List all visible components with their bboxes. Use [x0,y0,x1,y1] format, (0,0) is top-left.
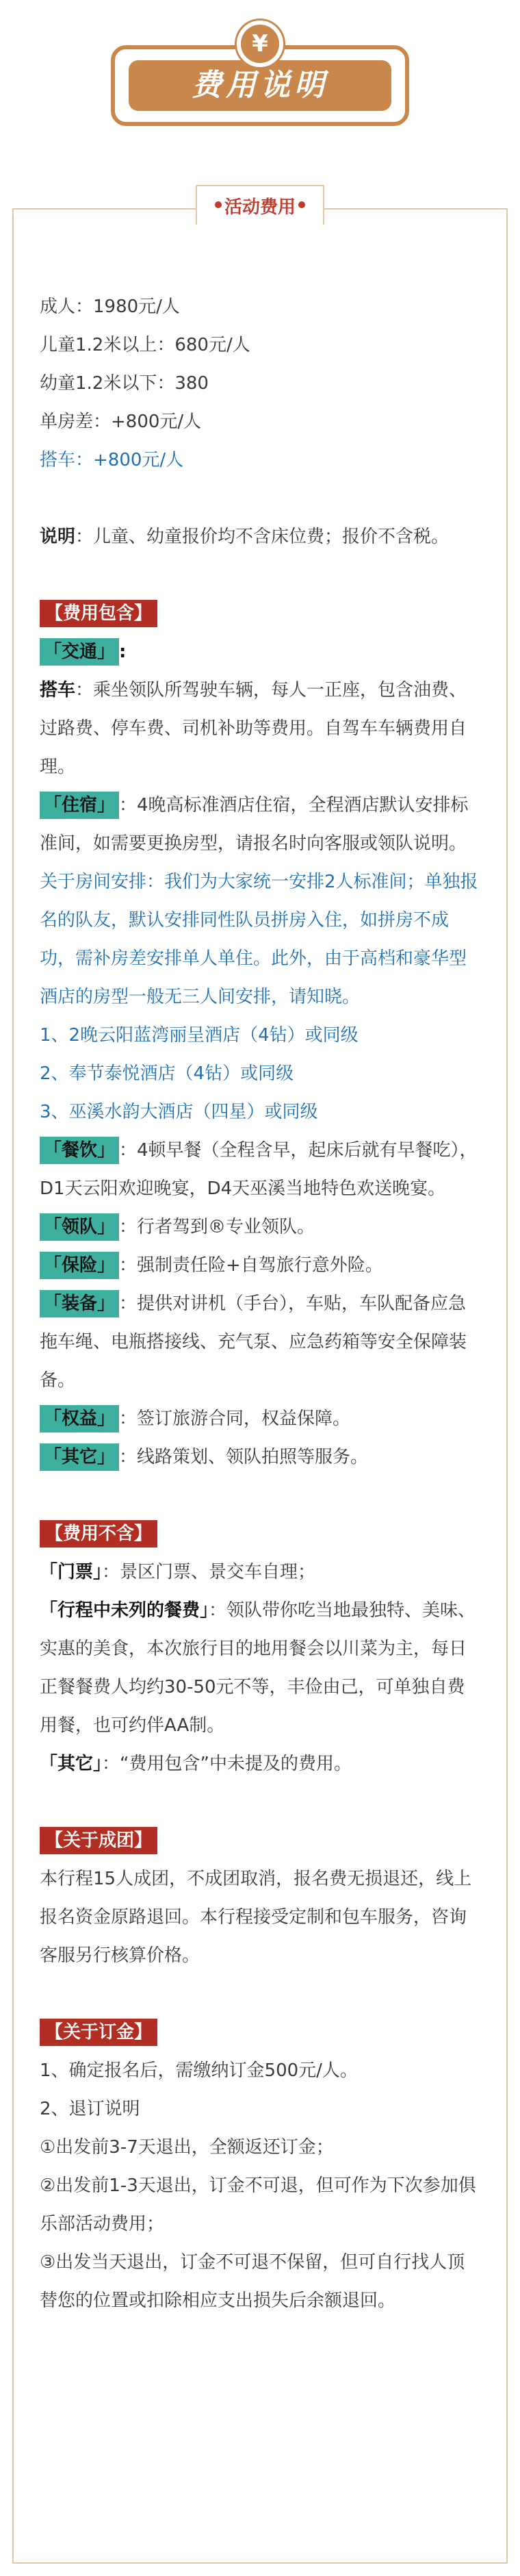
note-label: 说明 [40,527,76,547]
content [40,288,480,2320]
rights-text: ：签订旅游合同，权益保障。 [119,1409,351,1429]
excluded-meal-label: 「行程中未列的餐费」 [40,1600,209,1621]
deposit-item: ①出发前3-7天退出，全额返还订金； [40,2137,334,2158]
excluded-other-line [40,1745,480,1783]
note-text: ：儿童、幼童报价均不含床位费；报价不含税。 [75,527,450,547]
hotel-item: 2、奉节泰悦酒店（4钻）或同级 [40,1063,294,1084]
rights-line [40,1400,480,1438]
ticket-label: 「门票」 [40,1562,103,1582]
deposit-item: ②出发前1-3天退出，订金不可退，但可作为下次参加俱乐部活动费用； [40,2175,476,2234]
deposit-item: ③出发当天退出，订金不可退不保留，但可自行找人顶替您的位置或扣除相应支出损失后余额退回。 [40,2252,465,2311]
price-ride: 搭车：+800元/人 [40,450,184,470]
other-tag: 「其它」 [40,1443,119,1471]
equip-text: ：提供对讲机（手台），车贴，车队配备应急拖车绳、电瓶搭接线、充气泵、应急药箱等安全保障装备。 [40,1293,467,1391]
traffic-colon: : [119,642,127,662]
other-text: ：线路策划、领队拍照等服务。 [119,1447,369,1467]
insurance-text: ：强制责任险+自驾旅行意外险。 [119,1255,383,1276]
meal-tag: 「餐饮」 [40,1137,119,1164]
other-line [40,1438,480,1476]
ticket-line [40,1553,480,1591]
section-tab [196,185,324,225]
hotel-item: 3、巫溪水韵大酒店（四星）或同级 [40,1102,318,1122]
leader-text: ：行者驾到®专业领队。 [119,1217,315,1237]
price-adult: 成人：1980元/人 [40,296,180,317]
traffic-tag: 「交通」 [40,638,119,666]
dot-icon [298,201,305,208]
price-single-room: 单房差：+800元/人 [40,412,202,432]
insurance-line [40,1246,480,1285]
price-child-over: 儿童1.2米以上：680元/人 [40,335,250,355]
deposit-item: 1、确定报名后，需缴纳订金500元/人。 [40,2060,358,2081]
ticket-text: ：景区门票、景交车自理； [102,1562,316,1582]
hotel-item: 1、2晚云阳蓝湾丽呈酒店（4钻）或同级 [40,1025,359,1046]
insurance-tag: 「保险」 [40,1252,119,1279]
section-tab-label: 活动费用 [224,197,296,218]
excluded-tag: 【费用不含】 [40,1520,157,1548]
car-label: 搭车 [40,680,76,700]
page-title: 费用说明 [129,60,391,111]
meal-text: ：4顿早餐（全程含早，起床后就有早餐吃），D1天云阳欢迎晚宴，D4天巫溪当地特色欢送晚宴。 [40,1140,478,1199]
included-tag: 【费用包含】 [40,600,157,627]
excluded-other-label: 「其它」 [40,1754,103,1774]
price-note [40,518,480,556]
leader-line [40,1208,480,1246]
excluded-meal-line [40,1591,480,1745]
price-child-under: 幼童1.2米以下：380 [40,373,209,394]
leader-tag: 「领队」 [40,1213,119,1241]
yuan-coin-icon: ¥ [237,21,283,67]
traffic-line [40,633,480,671]
equip-line [40,1285,480,1400]
car-line [40,671,480,786]
excluded-other-text: ：“费用包含”中未提及的费用。 [102,1754,352,1774]
rights-tag: 「权益」 [40,1405,119,1432]
deposit-item: 2、退订说明 [40,2099,140,2119]
header [0,0,520,144]
hotel-tag: 「住宿」 [40,792,119,819]
car-text: ：乘坐领队所驾驶车辆，每人一正座，包含油费、过路费、停车费、司机补助等费用。自驾车车辆费用自理。 [40,680,467,777]
hotel-line [40,786,480,863]
group-text: 本行程15人成团，不成团取消，报名费无损退还，线上报名资金原路退回。本行程接受定制和包车服务，咨询客服另行核算价格。 [40,1869,472,1966]
room-note: 关于房间安排：我们为大家统一安排2人标准间；单独报名的队友，默认安排同性队员拼房入住，如拼房不成功，需补房差安排单人单住。此外，由于高档和豪华型酒店的房型一般无三人间安排，请知晓。 [40,872,478,1007]
meal-line [40,1131,480,1208]
group-tag: 【关于成团】 [40,1827,157,1854]
deposit-tag: 【关于订金】 [40,2019,157,2046]
hotel-text: ：4晚高标准酒店住宿，全程酒店默认安排标准间，如需要更换房型，请报名时向客服或领队说明。 [40,795,469,854]
equip-tag: 「装备」 [40,1290,119,1317]
excluded-meal-text: ：领队带你吃当地最独特、美味、实惠的美食，本次旅行目的地用餐会以川菜为主，每日正餐餐费人均约30-50元不等，丰俭由己，可单独自费用餐，也可约伴AA制。 [40,1600,476,1736]
